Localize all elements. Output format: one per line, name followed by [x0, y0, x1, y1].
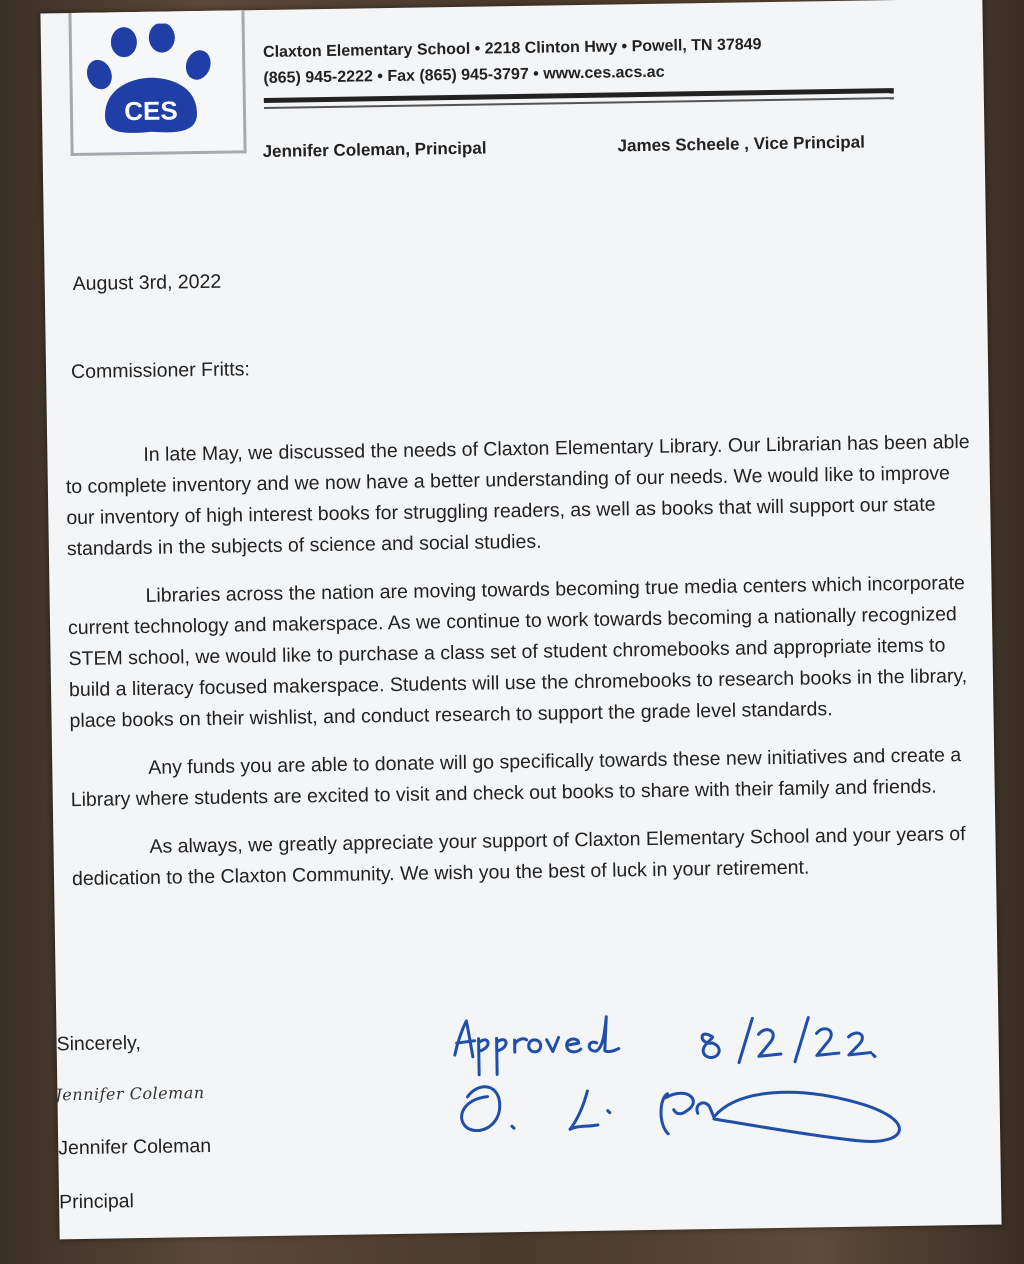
school-logo: [68, 10, 246, 156]
letter-page: [40, 0, 1001, 1239]
signature-script: Jennifer Coleman: [55, 1083, 205, 1105]
letter-body: [65, 427, 978, 912]
paragraph-4: As always, we greatly appreciate your support of Claxton Elementary School and your years of dedication to the Claxton Community. We wish you the best of luck in your retirement.: [71, 823, 966, 891]
signer-name: Jennifer Coleman: [58, 1134, 212, 1160]
closing-word: Sincerely,: [56, 1032, 141, 1056]
letter-date: August 3rd, 2022: [72, 270, 222, 295]
vice-principal-name: James Scheele , Vice Principal: [617, 132, 865, 156]
closing-block: [55, 1029, 356, 1214]
principal-name: Jennifer Coleman, Principal: [262, 138, 487, 161]
letterhead-contact: [263, 30, 904, 92]
paragraph-2: Libraries across the nation are moving towards becoming true media centers which incorporate current technology and makerspace. As we continue to work towards becoming a nationally recognized STEM school, we would like to purchase a class set of student chromebooks and appropriate items to build a literacy focused makerspace. Students will use the chromebooks to research books in the library, place books on their wishlist, and conduct research to support the grade level standards.: [67, 572, 968, 733]
letterhead-phone: (865) 945-2222 • Fax (865) 945-3797 • www.ces.acs.ac: [263, 63, 665, 87]
handwritten-approval: [436, 990, 939, 1168]
logo-text: CES: [124, 95, 178, 127]
paragraph-1: In late May, we discussed the needs of Claxton Elementary Library. Our Librarian has been able to complete inventory and we now have a better understanding of our needs. We would like to improve our inventory of high interest books for struggling readers, as well as books that will support our state standards in the subjects of science and social studies.: [65, 430, 970, 561]
paragraph-3: Any funds you are able to donate will go specifically towards these new initiatives and create a Library where students are excited to visit and check out books to share with their family and friends.: [70, 744, 962, 812]
salutation: Commissioner Fritts:: [70, 358, 250, 384]
paw-print-icon: [84, 22, 234, 142]
letterhead-address: Claxton Elementary School • 2218 Clinton Hwy • Powell, TN 37849: [262, 36, 762, 61]
signer-title: Principal: [58, 1190, 135, 1214]
